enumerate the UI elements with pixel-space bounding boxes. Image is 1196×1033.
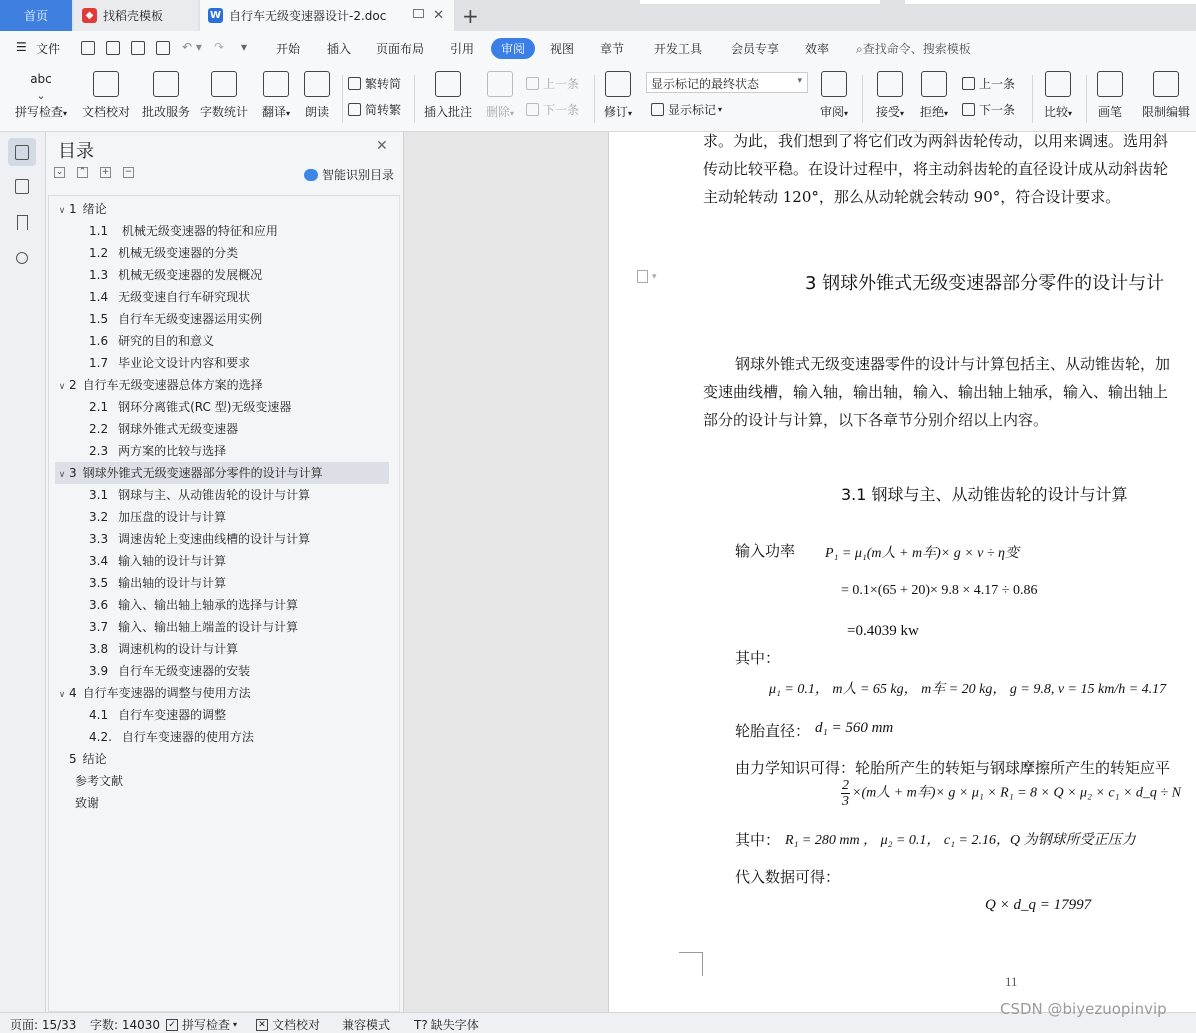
toc-item[interactable] <box>55 792 389 814</box>
menu-page-layout[interactable]: 页面布局 <box>376 42 425 56</box>
toc-title: 目录 <box>58 141 94 162</box>
toc-item-label: 钢环分离锥式(RC 型)无级变速器 <box>118 400 292 414</box>
menu-efficiency[interactable]: 效率 <box>805 42 830 56</box>
toc-item[interactable] <box>55 528 389 550</box>
accept-button[interactable]: 接受▾ <box>870 71 910 120</box>
toc-item[interactable] <box>55 550 389 572</box>
toc-item[interactable] <box>55 242 389 264</box>
hamburger-icon[interactable]: ☰ <box>16 40 27 54</box>
where-label: 其中： <box>735 649 781 667</box>
body-text-line: 传动比较平稳。在设计过程中，将主动斜齿轮的直径设计成从动斜齿轮 <box>703 160 1169 178</box>
delete-comment-icon <box>487 71 513 97</box>
toc-item-number: 3.5 <box>89 576 109 590</box>
toc-item[interactable] <box>55 484 389 506</box>
next-comment-icon <box>526 103 539 116</box>
chapter-icon <box>15 179 29 194</box>
toc-item-number: 1.1 <box>89 224 109 238</box>
tab-docer-label: 找稻壳模板 <box>103 9 164 23</box>
ribbon-separator <box>862 75 863 123</box>
insert-comment-button[interactable] <box>420 71 476 120</box>
section-heading: 3.1 钢球与主、从动锥齿轮的设计与计算 <box>841 485 1128 504</box>
toc-item[interactable] <box>55 770 389 792</box>
pen-label: 画笔 <box>1097 105 1122 119</box>
expand-plus-icon[interactable]: + <box>101 167 110 177</box>
tab-document-label: 自行车无级变速器设计-2.doc <box>229 9 387 23</box>
pen-icon <box>1097 71 1123 97</box>
toc-item[interactable] <box>55 748 389 770</box>
toc-item-number: 3.1 <box>89 488 109 502</box>
insert-comment-label: 插入批注 <box>423 105 472 119</box>
review-pane-label: 审阅 <box>819 105 844 119</box>
status-spellcheck[interactable]: ✓ 拼写检查 ▾ <box>166 1016 237 1033</box>
chevron-down-icon[interactable]: ∨ <box>58 206 66 216</box>
toc-item-number: 2.1 <box>89 400 109 414</box>
menu-developer[interactable]: 开发工具 <box>654 42 703 56</box>
next-change-icon <box>962 103 975 116</box>
prev-comment-button[interactable] <box>526 75 579 92</box>
batch-service-icon <box>153 71 179 97</box>
page-number: 11 <box>1005 974 1018 989</box>
toc-item-label: 加压盘的设计与计算 <box>118 510 227 524</box>
tire-diameter-label: 轮胎直径： <box>735 722 811 740</box>
print-icon[interactable] <box>131 41 145 55</box>
simp-trad-icon <box>348 103 361 116</box>
find-button[interactable] <box>8 244 36 272</box>
trad-to-simp-button[interactable] <box>348 75 401 92</box>
restrict-edit-button[interactable] <box>1138 71 1194 120</box>
expand-up-icon[interactable]: ⌃ <box>78 167 87 177</box>
paragraph-margin-marker[interactable]: ▾ <box>637 270 657 283</box>
where-label: 其中： <box>735 831 781 849</box>
torque-equation <box>841 778 1181 809</box>
chevron-down-icon[interactable]: ∨ <box>58 470 66 480</box>
missing-font-button[interactable] <box>414 1016 479 1033</box>
docer-icon: ◆ <box>82 8 97 23</box>
tab-close-icon[interactable]: ✕ <box>433 8 444 23</box>
delete-comment-button[interactable]: 删除▾ <box>480 71 520 120</box>
toc-item-label: 输出轴的设计与计算 <box>118 576 227 590</box>
toc-panel <box>46 132 404 1012</box>
compat-mode: 兼容模式 <box>342 1018 391 1032</box>
toc-item-label: 致谢 <box>75 796 100 810</box>
toc-item-label: 绪论 <box>82 202 107 216</box>
toc-item[interactable] <box>55 660 389 682</box>
toc-item[interactable] <box>55 682 389 704</box>
ribbon-separator <box>1032 75 1033 123</box>
customize-toolbar-icon[interactable]: ▾ <box>241 40 248 54</box>
smart-bot-icon <box>304 169 318 181</box>
tab-document[interactable] <box>200 0 454 31</box>
chevron-down-icon[interactable]: ∨ <box>58 690 66 700</box>
toc-item-label: 输入、输出轴上端盖的设计与计算 <box>118 620 299 634</box>
toc-item-number: 2.3 <box>89 444 109 458</box>
smart-toc-label: 智能识别目录 <box>322 168 395 182</box>
navigation-rail <box>0 132 46 1012</box>
delete-comment-label: 删除 <box>485 105 510 119</box>
track-changes-icon <box>605 71 631 97</box>
toc-item[interactable] <box>55 308 389 330</box>
translate-label: 翻译 <box>261 105 286 119</box>
toc-item-label: 钢球外锥式无级变速器 <box>118 422 239 436</box>
toc-item[interactable] <box>55 396 389 418</box>
toc-item[interactable] <box>55 638 389 660</box>
toc-item-label: 毕业论文设计内容和要求 <box>118 356 251 370</box>
toc-item-label: 自行车变速器的调整 <box>118 708 227 722</box>
next-change-button[interactable] <box>962 101 1015 118</box>
next-comment-label: 下一条 <box>543 103 580 117</box>
menu-review[interactable]: 审阅 <box>491 38 535 59</box>
document-icon <box>637 270 648 283</box>
spellcheck-label: 拼写检查 <box>14 105 63 119</box>
print-preview-icon[interactable] <box>156 41 170 55</box>
bookmark-icon <box>17 215 28 230</box>
tab-home[interactable] <box>0 0 72 31</box>
toc-item-number: 5 <box>69 752 77 766</box>
missing-font-label: 缺失字体 <box>430 1018 479 1032</box>
proof-icon: ✕ <box>256 1019 268 1031</box>
doc-proof-button[interactable] <box>80 71 132 120</box>
menu-insert[interactable]: 插入 <box>327 42 352 56</box>
word-count-icon <box>211 71 237 97</box>
toc-item-label: 两方案的比较与选择 <box>118 444 227 458</box>
accept-label: 接受 <box>875 105 900 119</box>
fraction-numerator: 2 <box>842 778 849 793</box>
pen-button[interactable] <box>1092 71 1128 120</box>
toc-item[interactable] <box>55 418 389 440</box>
abc-spell-icon: abc <box>30 72 52 86</box>
status-doc-proof[interactable] <box>256 1016 320 1033</box>
toc-item[interactable] <box>55 220 389 242</box>
smart-toc-button[interactable] <box>304 166 394 183</box>
spellcheck-button[interactable]: abc ⌄ 拼写检查▾ <box>10 71 72 120</box>
toc-item[interactable] <box>55 594 389 616</box>
tab-bar <box>0 0 1196 31</box>
markup-state-value: 显示标记的最终状态 <box>651 77 760 91</box>
new-tab-button[interactable]: + <box>462 4 479 28</box>
collapse-all-icon[interactable]: ⌄ <box>55 167 64 177</box>
toc-item-label: 自行车变速器的调整与使用方法 <box>82 686 251 700</box>
redo-icon[interactable]: ↷ <box>214 40 225 54</box>
lock-icon <box>1153 71 1179 97</box>
review-pane-icon <box>821 71 847 97</box>
menu-view[interactable]: 视图 <box>550 42 575 56</box>
read-aloud-button[interactable] <box>300 71 334 120</box>
toc-item[interactable] <box>55 616 389 638</box>
toc-item[interactable] <box>55 264 389 286</box>
insert-comment-icon <box>435 71 461 97</box>
undo-icon[interactable]: ↶ ▾ <box>182 40 202 54</box>
spellcheck-underline-icon: ⌄ <box>36 89 46 102</box>
search-icon <box>16 252 28 264</box>
review-pane-button[interactable]: 审阅▾ <box>814 71 854 120</box>
menu-chapter[interactable]: 章节 <box>600 42 625 56</box>
compare-icon <box>1045 71 1071 97</box>
page-corner-mark <box>679 952 703 976</box>
toc-item-number: 1.3 <box>89 268 109 282</box>
toc-scrollbar[interactable] <box>399 196 400 1011</box>
chapter-nav-button[interactable] <box>8 172 36 200</box>
equation-power: P₁ = μ₁(m人 + m车)× g × v ÷ η变 <box>825 546 1019 561</box>
next-change-label: 下一条 <box>979 103 1016 117</box>
toc-item-label: 无级变速自行车研究现状 <box>118 290 251 304</box>
toc-item-number: 1.6 <box>89 334 109 348</box>
doc-proof-label: 文档校对 <box>81 105 130 119</box>
toc-item-number: 1.4 <box>89 290 109 304</box>
tab-strip-edge <box>640 0 880 4</box>
body-text-line: 求。为此，我们想到了将它们改为两斜齿轮传动，以用来调速。选用斜 <box>703 132 1169 150</box>
final-equation: Q × d_q = 17997 <box>985 897 1092 913</box>
word-count-indicator[interactable]: 字数: 14030 <box>90 1018 161 1032</box>
reject-icon <box>921 71 947 97</box>
toc-item-number: 2.2 <box>89 422 109 436</box>
toc-item-number: 1 <box>69 202 77 216</box>
toc-item-label: 参考文献 <box>75 774 124 788</box>
toc-item-label: 结论 <box>82 752 107 766</box>
toc-item-number: 3.2 <box>89 510 109 524</box>
compare-label: 比较 <box>1043 105 1068 119</box>
command-search-label: 查找命令、搜索模板 <box>862 42 971 56</box>
toc-item[interactable] <box>55 572 389 594</box>
next-comment-button[interactable] <box>526 101 579 118</box>
compare-button[interactable]: 比较▾ <box>1038 71 1078 120</box>
status-doc-proof-label: 文档校对 <box>272 1018 321 1032</box>
translate-icon <box>263 71 289 97</box>
toc-item-number: 4.1 <box>89 708 109 722</box>
translate-button[interactable]: 翻译▾ <box>256 71 296 120</box>
show-markup-icon <box>651 103 664 116</box>
input-power-label: 输入功率 <box>735 542 796 560</box>
toc-item-label: 自行车无级变速器的安装 <box>118 664 251 678</box>
toc-item[interactable] <box>55 726 389 748</box>
window-pin-icon[interactable] <box>413 9 424 18</box>
ribbon-separator <box>414 75 415 123</box>
toc-item[interactable] <box>55 506 389 528</box>
menu-bar <box>0 31 1196 67</box>
close-icon[interactable]: ✕ <box>376 138 388 154</box>
collapse-minus-icon[interactable]: − <box>124 167 133 177</box>
toc-item-label: 自行车变速器的使用方法 <box>121 730 254 744</box>
parameter-list: R₁ = 280 mm ， μ₂ = 0.1， c₁ = 2.16，Q 为钢球所受正压力 <box>785 833 1136 848</box>
toc-item-label: 研究的目的和意义 <box>118 334 215 348</box>
menu-member[interactable]: 会员专享 <box>731 42 780 56</box>
body-text-line: 钢球外锥式无级变速器零件的设计与计算包括主、从动锥齿轮，加 <box>735 355 1171 373</box>
body-text-line: 主动轮转动 120°，那么从动轮就会转动 90°，符合设计要求。 <box>703 188 1121 206</box>
document-page[interactable] <box>608 132 1196 1012</box>
search-icon: ⌕ <box>856 42 863 56</box>
doc-proof-icon <box>93 71 119 97</box>
font-warning-icon: T? <box>414 1017 428 1032</box>
batch-service-button[interactable] <box>140 71 192 120</box>
prev-change-icon <box>962 77 975 90</box>
markup-state-select[interactable] <box>646 72 808 93</box>
review-ribbon <box>0 67 1196 132</box>
toc-toolbar <box>54 167 146 178</box>
outline-icon <box>15 145 29 160</box>
body-text-line: 变速曲线槽，输入轴，输出轴，输入、输出轴上轴承，输入、输出轴上 <box>703 383 1169 401</box>
toc-item[interactable] <box>55 352 389 374</box>
body-text-line: 由力学知识可得：轮胎所产生的转矩与钢球摩擦所产生的转矩应平 <box>735 759 1171 777</box>
tire-diameter-equation: d₁ = 560 mm <box>815 720 894 736</box>
toc-item-number: 3.6 <box>89 598 109 612</box>
read-aloud-icon <box>304 71 330 97</box>
toc-item-label: 自行车无级变速器运用实例 <box>118 312 263 326</box>
word-count-label: 字数统计 <box>199 105 248 119</box>
tab-docer[interactable] <box>74 0 198 31</box>
prev-comment-icon <box>526 77 539 90</box>
save-icon[interactable] <box>81 41 95 55</box>
toc-item-number: 3.9 <box>89 664 109 678</box>
batch-service-label: 批改服务 <box>141 105 190 119</box>
ribbon-separator <box>594 75 595 123</box>
word-doc-icon: W <box>209 10 222 21</box>
toc-item[interactable] <box>55 286 389 308</box>
watermark: CSDN @biyezuopinvip <box>1000 1000 1167 1018</box>
toc-list <box>48 195 400 1012</box>
toc-item-number: 3.8 <box>89 642 109 656</box>
toc-item-number: 3 <box>69 466 77 480</box>
menu-references[interactable]: 引用 <box>450 42 475 56</box>
toc-item-label: 自行车无级变速器总体方案的选择 <box>82 378 263 392</box>
status-spellcheck-label: 拼写检查 <box>182 1018 231 1032</box>
toc-item-label: 调速齿轮上变速曲线槽的设计与计算 <box>118 532 311 546</box>
toc-item-number: 1.2 <box>89 246 109 260</box>
read-aloud-label: 朗读 <box>304 105 329 119</box>
toc-item[interactable] <box>55 440 389 462</box>
ribbon-separator <box>342 75 343 123</box>
chevron-down-icon[interactable]: ∨ <box>58 382 66 392</box>
reject-button[interactable]: 拒绝▾ <box>914 71 954 120</box>
equation-substitution: = 0.1×(65 + 20)× 9.8 × 4.17 ÷ 0.86 <box>841 583 1038 598</box>
track-changes-label: 修订 <box>603 105 628 119</box>
tab-strip-edge <box>905 0 1196 4</box>
trad-to-simp-label: 繁转简 <box>365 77 402 91</box>
trad-simp-icon <box>348 77 361 90</box>
prev-change-button[interactable] <box>962 75 1015 92</box>
command-search[interactable] <box>856 40 971 57</box>
toc-item-label: 机械无级变速器的发展概况 <box>118 268 263 282</box>
toc-item-label: 机械无级变速器的特征和应用 <box>118 224 278 238</box>
body-text-line: 部分的设计与计算，以下各章节分别介绍以上内容。 <box>703 411 1049 429</box>
simp-to-trad-button[interactable] <box>348 101 401 118</box>
bookmark-button[interactable] <box>8 208 36 236</box>
toc-panel-button[interactable] <box>8 138 36 166</box>
toc-item-number: 4 <box>69 686 77 700</box>
simp-to-trad-label: 简转繁 <box>365 103 402 117</box>
page-indicator[interactable]: 页面: 15/33 <box>10 1018 77 1032</box>
accept-icon <box>877 71 903 97</box>
export-pdf-icon[interactable] <box>106 41 120 55</box>
prev-comment-label: 上一条 <box>543 77 580 91</box>
torque-equation-body: ×(m人 + m车)× g × μ₁ × R₁ = 8 × Q × μ₂ × c₁ × d_q ÷ N <box>852 785 1181 801</box>
toc-item-label: 调速机构的设计与计算 <box>118 642 239 656</box>
checkbox-icon: ✓ <box>166 1019 178 1031</box>
ribbon-separator <box>1086 75 1087 123</box>
toc-item[interactable] <box>55 374 389 396</box>
restrict-edit-label: 限制编辑 <box>1141 105 1190 119</box>
menu-start[interactable]: 开始 <box>276 42 301 56</box>
equation-result: =0.4039 kw <box>847 623 919 639</box>
toc-item[interactable] <box>55 330 389 352</box>
reject-label: 拒绝 <box>919 105 944 119</box>
toc-item-label: 钢球外锥式无级变速器部分零件的设计与计算 <box>82 466 323 480</box>
toc-item-number: 3.7 <box>89 620 109 634</box>
chapter-heading: 3 钢球外锥式无级变速器部分零件的设计与计 <box>805 273 1165 294</box>
prev-change-label: 上一条 <box>979 77 1016 91</box>
fraction <box>841 778 850 809</box>
word-count-button[interactable] <box>198 71 250 120</box>
body-text-line: 代入数据可得： <box>735 868 841 886</box>
toc-item-label: 输入轴的设计与计算 <box>118 554 227 568</box>
toc-item-number: 2 <box>69 378 77 392</box>
toc-item-label: 钢球与主、从动锥齿轮的设计与计算 <box>118 488 311 502</box>
fraction-denominator: 3 <box>842 794 849 809</box>
toc-item-number: 4.2. <box>89 730 112 744</box>
chevron-down-icon: ▾ <box>797 76 802 86</box>
toc-item-number: 1.5 <box>89 312 109 326</box>
show-markup-button[interactable]: 显示标记 ▾ <box>651 101 722 118</box>
toc-item[interactable] <box>55 462 389 484</box>
track-changes-button[interactable]: 修订▾ <box>600 71 636 120</box>
toc-item-label: 输入、输出轴上轴承的选择与计算 <box>118 598 299 612</box>
tab-home-label: 首页 <box>23 9 48 23</box>
show-markup-label: 显示标记 <box>668 103 717 117</box>
menu-file[interactable]: 文件 <box>36 42 61 56</box>
parameter-list: μ₁ = 0.1， m人 = 65 kg， m车 = 20 kg， g = 9.8, v = 15 km/h = 4.17 <box>769 682 1167 697</box>
toc-item[interactable] <box>55 198 389 220</box>
toc-item-label: 机械无级变速器的分类 <box>118 246 239 260</box>
toc-item[interactable] <box>55 704 389 726</box>
toc-item-number: 3.4 <box>89 554 109 568</box>
toc-item-number: 3.3 <box>89 532 109 546</box>
toc-item-number: 1.7 <box>89 356 109 370</box>
